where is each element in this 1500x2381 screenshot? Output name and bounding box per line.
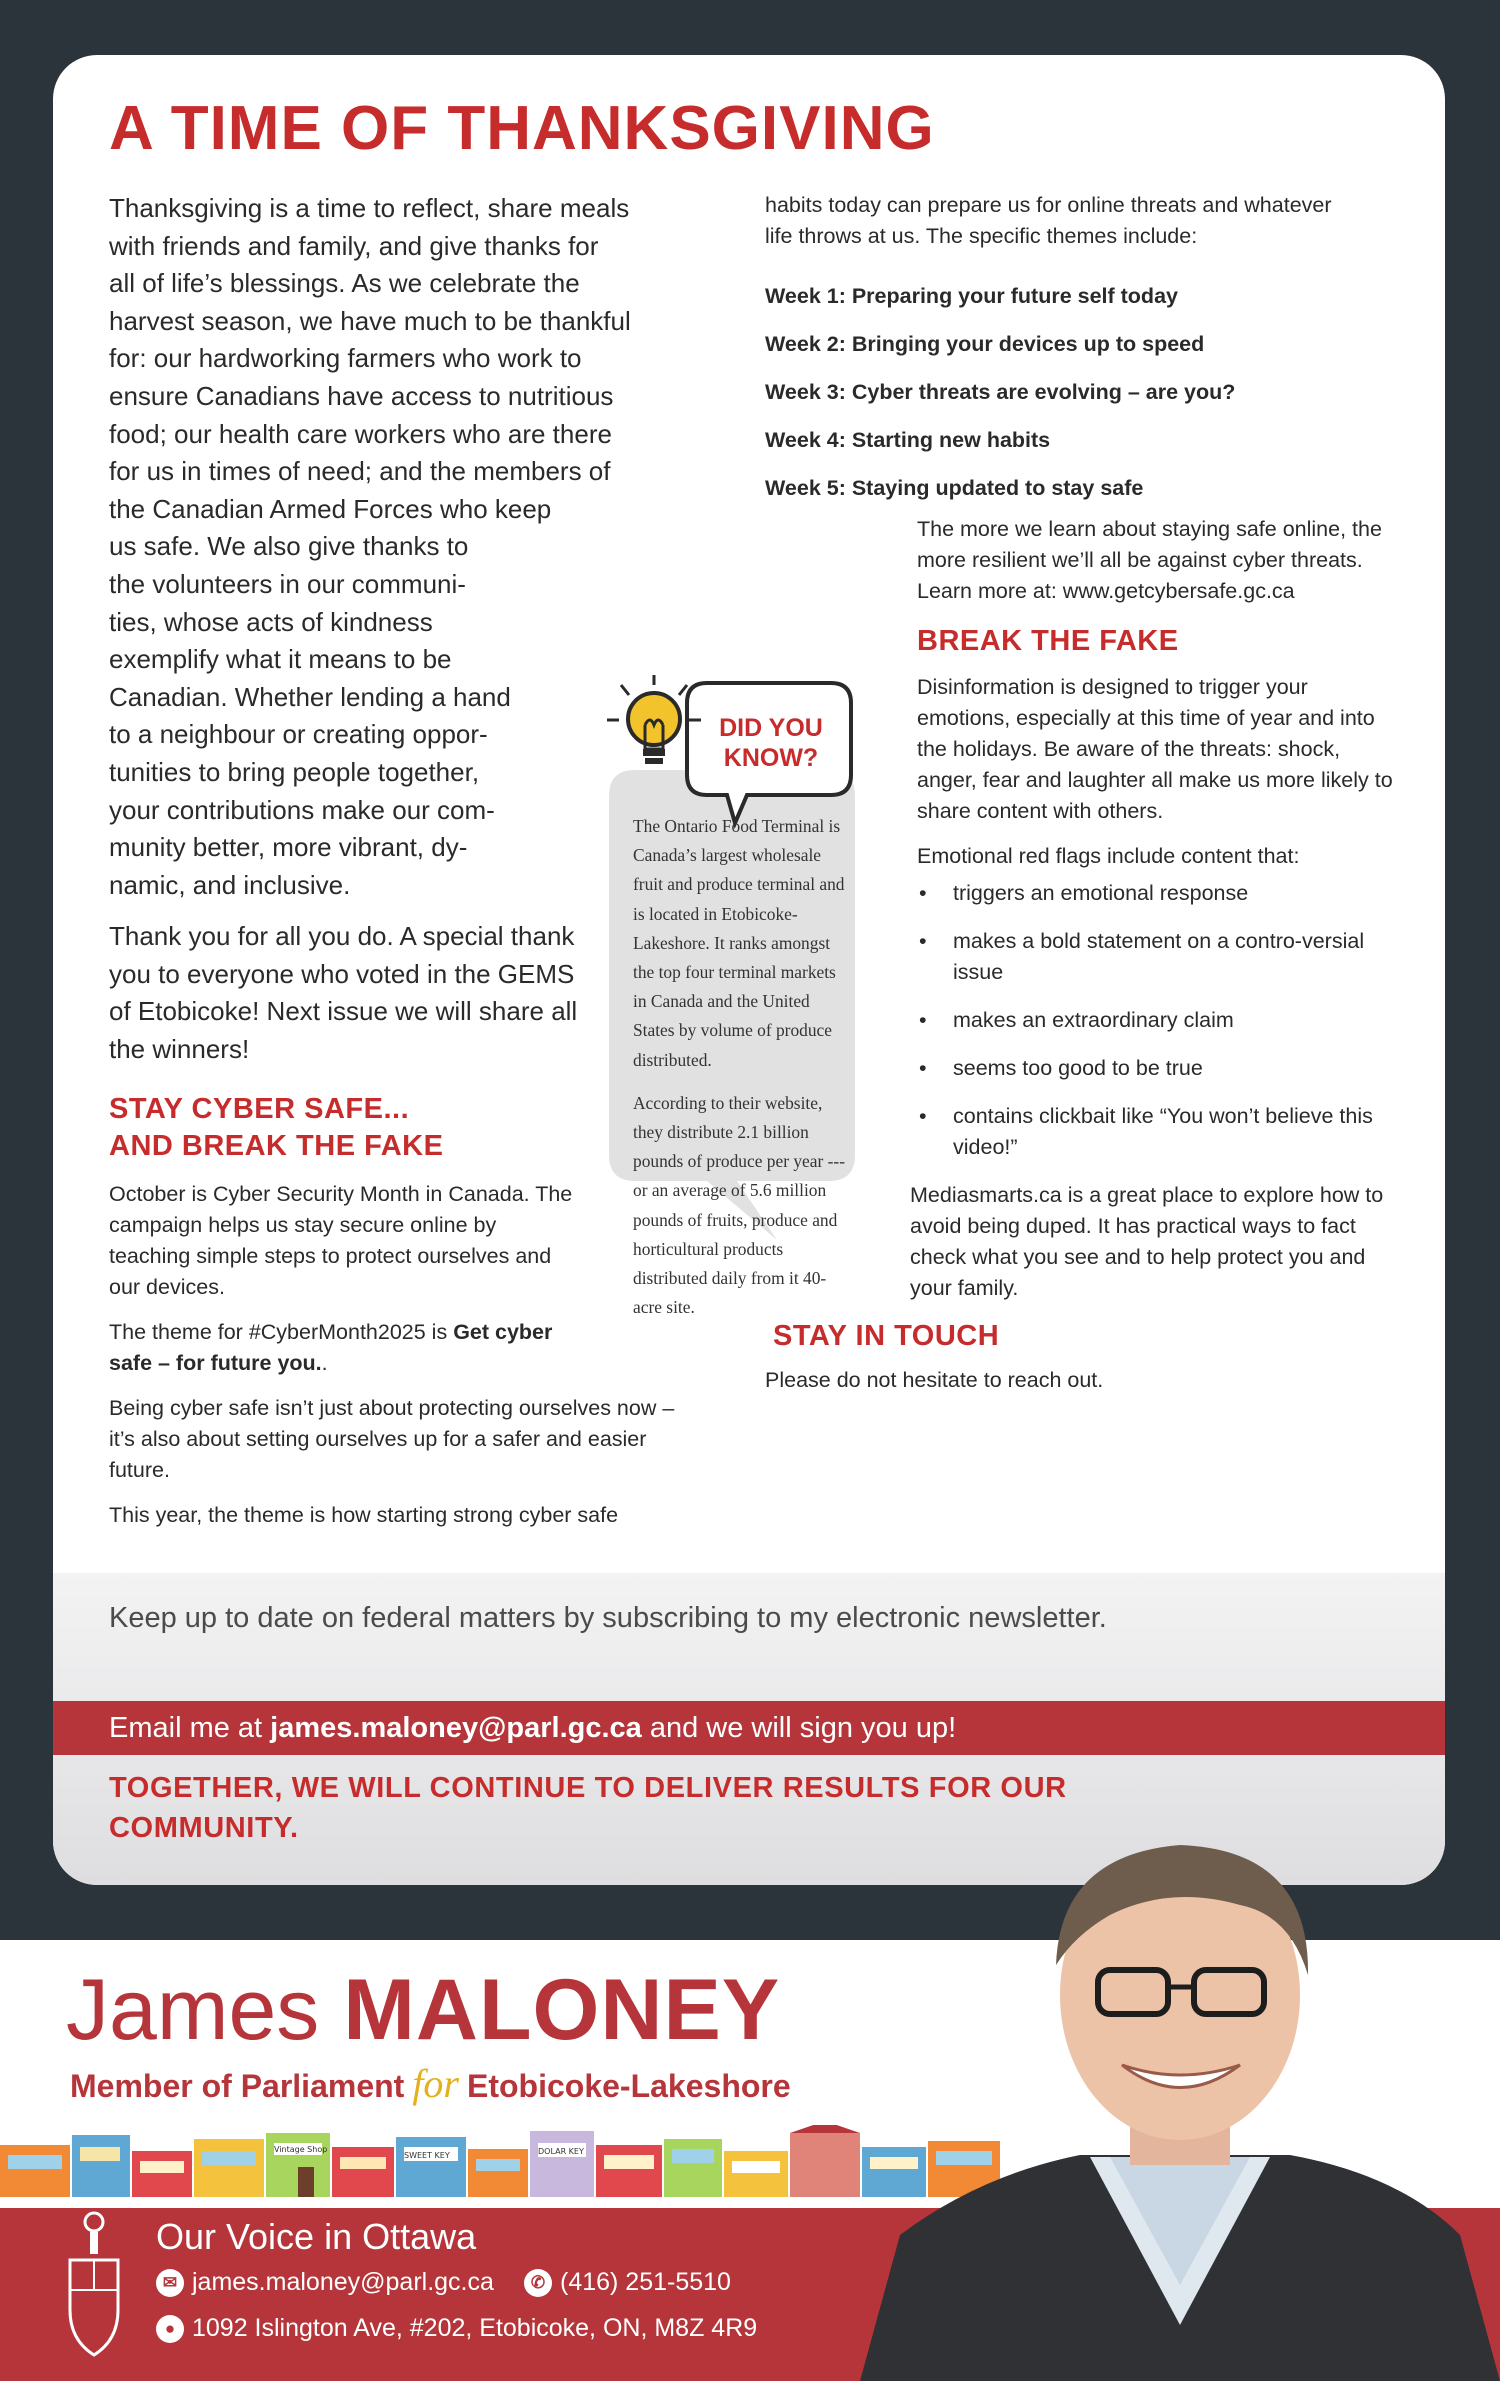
cyber-heading-line: STAY CYBER SAFE... [109,1092,410,1125]
intro-line: munity better, more vibrant, dy- [109,832,468,863]
bullet: • [919,1008,927,1032]
contact-email [156,2268,494,2297]
mp-name [66,1960,780,2060]
together-slogan: TOGETHER, WE WILL CONTINUE TO DELIVER RESULTS FOR OUR COMMUNITY. [109,1772,1067,1844]
storefront-illustration [0,2125,1000,2197]
touch-paragraph: Please do not hesitate to reach out. [765,1368,1104,1392]
email-strip [53,1701,1445,1755]
location-pin-icon: ● [156,2315,184,2343]
did-you-know-title [701,713,841,773]
footer-phone[interactable]: (416) 251-5510 [560,2268,731,2296]
cyber-paragraph: Being cyber safe isn’t just about protecting ourselves now – it’s also about setting ourselves up for a safer and easier future. [109,1395,675,1482]
intro-line: ensure Canadians have access to nutritious [109,380,614,411]
list-item [917,878,1405,909]
cyber-theme-paragraph [109,1317,579,1379]
bullet: • [919,881,927,905]
list-item-text: triggers an emotional response [953,881,1249,905]
intro-line: for us in times of need; and the members of [109,456,611,487]
dyk-paragraph: According to their website, they distribute 2.1 billion pounds of produce per year --- or an average of 5.6 million pounds of fruits, produce and horticultural products distributed daily from it 40-acre site. [633,1092,845,1318]
fake-paragraph: Emotional red flags include content that: [917,844,1300,868]
footer-email-link[interactable]: james.maloney@parl.gc.ca [192,2268,494,2296]
cyber-paragraph: October is Cyber Security Month in Canada. The campaign helps us stay secure online by teaching simple steps to protect ourselves and our devices. [109,1181,573,1299]
theme-prefix: The theme for #CyberMonth2025 is [109,1319,454,1344]
intro-line: the volunteers in our communi- [109,568,466,599]
theme-bold: Get cyber safe – for future you. [109,1319,553,1375]
intro-line: ties, whose acts of kindness [109,606,433,637]
intro-line: tunities to bring people together, [109,756,480,787]
email-signup-text [53,1701,1445,1755]
intro-line: Thanksgiving is a time to reflect, share meals [109,193,630,223]
red-flags-list [917,878,1405,1163]
email-icon: ✉ [156,2269,184,2297]
cyber-paragraph: The more we learn about staying safe online, the more resilient we’ll all be against cyber threats. Learn more at: www.getcybersafe.gc.ca [917,517,1382,603]
list-item-text: makes an extraordinary claim [953,1008,1234,1032]
did-you-know-callout [607,675,875,1323]
list-item: Week 2: Bringing your devices up to speed [765,332,1205,356]
mp-last-name: MALONEY [343,1962,781,2058]
fake-heading: BREAK THE FAKE [917,625,1179,657]
intro-line: harvest season, we have much to be thankful [109,305,631,336]
intro-line: all of life’s blessings. As we celebrate the [109,268,580,299]
dyk-paragraph: The Ontario Food Terminal is Canada’s largest wholesale fruit and produce terminal and is located in Etobicoke-Lakeshore. It ranks amongst the top four terminal markets in Canada and the United States by volume of produce distributed. [633,816,845,1070]
intro-line: exemplify what it means to be [109,644,452,675]
cyber-heading-line: AND BREAK THE FAKE [109,1129,444,1162]
mp-for: for [412,2061,459,2106]
phone-icon: ✆ [524,2269,552,2297]
intro-line: namic, and inclusive. [109,869,351,900]
sign-text: SWEET KEY [404,2151,450,2160]
fake-paragraph: Disinformation is designed to trigger your emotions, especially at this time of year and into the holidays. Be aware of the threats: shock, anger, fear and laughter all make us more likely to share content with others. [917,675,1393,823]
list-item-text: contains clickbait like “You won’t believe this video!” [953,1104,1373,1159]
dyk-title-line: KNOW? [723,744,819,772]
email-prefix: Email me at [109,1712,271,1744]
list-item [917,1101,1405,1163]
thanks-paragraph: Thank you for all you do. A special thank you to everyone who voted in the GEMS of Etobicoke! Next issue we will share all the winners! [109,921,578,1065]
theme-suffix: . [321,1350,328,1375]
voice-heading: Our Voice in Ottawa [156,2216,477,2257]
mp-portrait [860,1765,1500,2381]
bullet: • [919,1056,927,1080]
mp-title [70,2060,791,2107]
list-item: Week 1: Preparing your future self today [765,284,1178,308]
bullet: • [919,929,927,953]
intro-line: with friends and family, and give thanks for [109,230,599,261]
intro-line: food; our health care workers who are there [109,418,612,449]
intro-line: to a neighbour or creating oppor- [109,719,488,750]
list-item: Week 5: Staying updated to stay safe [765,476,1144,500]
parliament-crest-icon [64,2210,124,2360]
fake-paragraph: Mediasmarts.ca is a great place to explore how to avoid being duped. It has practical ways to fact check what you see and to help protect you and your family. [910,1183,1384,1300]
list-item: Week 4: Starting new habits [765,428,1051,452]
bullet: • [919,1104,927,1128]
cyber-paragraph: This year, the theme is how starting strong cyber safe [109,1502,619,1527]
mp-role: Member of Parliament [70,2068,405,2104]
intro-line: Canadian. Whether lending a hand [109,681,511,712]
email-suffix: and we will sign you up! [641,1712,957,1744]
intro-line: us safe. We also give thanks to [109,531,469,562]
list-item-text: makes a bold statement on a contro-versial issue [953,929,1365,984]
contact-address [156,2314,757,2343]
sign-text: Vintage Shop [274,2145,328,2154]
mp-first-name: James [66,1962,344,2058]
contact-phone [524,2268,731,2297]
list-item-text: seems too good to be true [953,1056,1203,1080]
weeks-list [765,272,1405,512]
mp-riding: Etobicoke-Lakeshore [467,2068,791,2104]
footer-address: 1092 Islington Ave, #202, Etobicoke, ON, M8Z 4R9 [192,2314,758,2342]
did-you-know-body [633,812,845,1336]
newsletter-text: Keep up to date on federal matters by subscribing to my electronic newsletter. [109,1602,1107,1634]
list-item: Week 3: Cyber threats are evolving – are you? [765,380,1236,404]
intro-line: for: our hardworking farmers who work to [109,343,582,374]
list-item [917,926,1405,988]
page-title: A TIME OF THANKSGIVING [109,94,935,163]
list-item [917,1053,1405,1084]
cyber-paragraph: habits today can prepare us for online threats and whatever life throws at us. The specific themes include: [765,193,1332,248]
email-link[interactable]: james.maloney@parl.gc.ca [270,1712,642,1744]
dyk-title-line: DID YOU [719,714,823,742]
list-item [917,1005,1405,1036]
newsletter-panel [53,55,1445,1885]
intro-line: the Canadian Armed Forces who keep [109,493,552,524]
intro-line: your contributions make our com- [109,794,495,825]
touch-heading: STAY IN TOUCH [773,1320,1000,1352]
sign-text: DOLAR KEY [538,2147,584,2156]
